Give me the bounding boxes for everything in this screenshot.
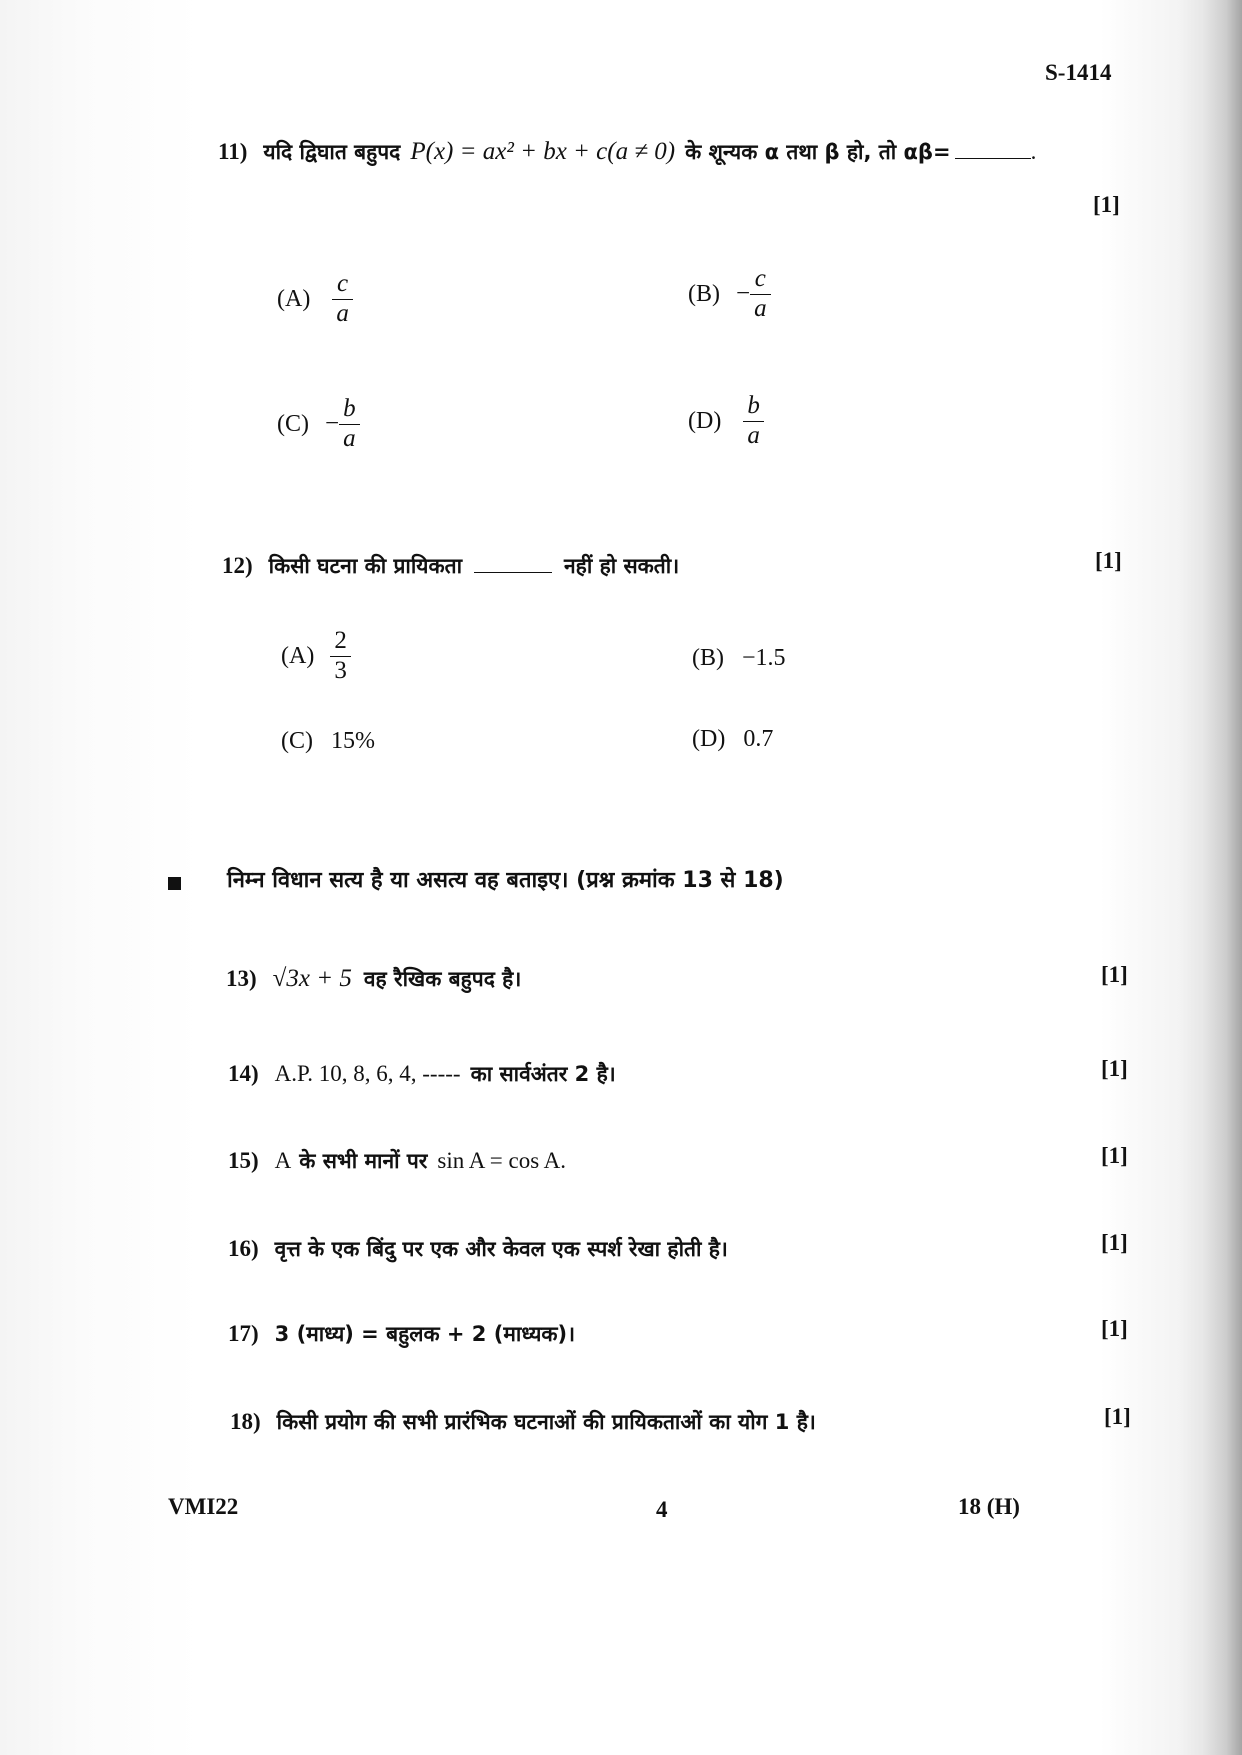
option-value: 15% [331, 728, 375, 754]
statement-text: के सभी मानों पर [299, 1149, 428, 1173]
minus-sign: − [325, 410, 340, 438]
question-number: 14) [228, 1061, 259, 1086]
option-d [692, 726, 773, 753]
option-label: (B) [688, 280, 720, 307]
option-label: (A) [281, 642, 315, 669]
numerator: 2 [330, 627, 351, 657]
marks: [1] [1101, 1056, 1128, 1081]
statement-text: वृत्त के एक बिंदु पर एक और केवल एक स्पर्श रेखा होती है। [274, 1237, 728, 1261]
marks: [1] [1095, 548, 1122, 573]
sequence-expression: A.P. 10, 8, 6, 4, ----- [274, 1061, 461, 1086]
question-number: 16) [228, 1236, 259, 1261]
question-11 [218, 138, 1036, 166]
statement-16 [228, 1235, 728, 1263]
section-heading-text: निम्न विधान सत्य है या असत्य वह बताइए। (प्रश्न क्रमांक 13 से 18) [227, 868, 784, 893]
marks: [1] [1101, 962, 1128, 987]
statement-18 [230, 1408, 816, 1436]
denominator: a [747, 421, 760, 449]
denominator: 3 [334, 656, 347, 684]
variable: A [274, 1148, 292, 1173]
option-a [277, 270, 353, 329]
statement-13 [226, 965, 521, 993]
question-number: 18) [230, 1409, 261, 1434]
question-number: 11) [218, 139, 248, 164]
marks: [1] [1101, 1230, 1128, 1255]
question-text: यदि द्विघात बहुपद [263, 140, 401, 164]
period: . [1030, 139, 1037, 164]
question-text-continued: के शून्यक α तथा β हो, तो αβ= [685, 140, 951, 164]
statement-text: किसी प्रयोग की सभी प्रारंभिक घटनाओं की प्रायिकताओं का योग 1 है। [276, 1410, 816, 1434]
answer-blank [955, 158, 1031, 159]
section-heading [168, 864, 784, 894]
marks: [1] [1093, 192, 1120, 217]
statement-17 [228, 1320, 575, 1348]
fraction [339, 395, 360, 454]
polynomial-expression: P(x) = ax² + bx + c(a ≠ 0) [410, 138, 676, 165]
fraction [750, 265, 771, 324]
option-c [277, 395, 360, 454]
footer-code: VMI22 [168, 1494, 239, 1519]
footer-set: 18 (H) [958, 1494, 1020, 1519]
numerator: b [743, 392, 764, 422]
denominator: a [754, 294, 767, 322]
numerator: c [750, 265, 771, 295]
answer-blank [474, 572, 552, 573]
option-d [688, 392, 764, 451]
denominator: a [336, 299, 349, 327]
numerator: b [339, 395, 360, 425]
fraction [332, 270, 353, 329]
option-label: (A) [277, 285, 311, 312]
statement-text: 3 (माध्य) = बहुलक + 2 (माध्यक)। [274, 1322, 576, 1346]
question-text: किसी घटना की प्रायिकता [268, 554, 463, 578]
fraction [330, 627, 351, 686]
question-12 [222, 552, 679, 580]
statement-text: वह रैखिक बहुपद है। [363, 967, 522, 991]
option-label: (B) [692, 645, 724, 671]
option-value: 0.7 [743, 726, 774, 752]
paper-code: S-1414 [1045, 60, 1112, 85]
page-edge-shadow [1202, 0, 1242, 1755]
question-number: 15) [228, 1148, 259, 1173]
option-label: (C) [277, 410, 309, 437]
option-label: (D) [688, 407, 722, 434]
option-b [688, 265, 771, 324]
square-bullet-icon [168, 877, 181, 890]
trig-equation: sin A = cos A. [437, 1148, 567, 1173]
option-label: (C) [281, 728, 313, 754]
option-a [281, 627, 351, 686]
option-value: −1.5 [742, 645, 786, 671]
statement-text: का सार्वअंतर 2 है। [470, 1062, 616, 1086]
question-number: 13) [226, 966, 257, 991]
denominator: a [343, 424, 356, 452]
statement-15 [228, 1147, 566, 1175]
question-text-continued: नहीं हो सकती। [564, 554, 680, 578]
marks: [1] [1101, 1316, 1128, 1341]
option-label: (D) [692, 726, 726, 752]
question-number: 17) [228, 1321, 259, 1346]
minus-sign: − [736, 280, 751, 308]
marks: [1] [1104, 1404, 1131, 1429]
marks: [1] [1101, 1143, 1128, 1168]
option-c [281, 728, 375, 755]
option-b [692, 645, 786, 672]
math-expression: √3x + 5 [272, 965, 352, 992]
fraction [743, 392, 764, 451]
statement-14 [228, 1060, 616, 1088]
question-number: 12) [222, 553, 253, 578]
page-number: 4 [656, 1497, 668, 1522]
numerator: c [332, 270, 353, 300]
